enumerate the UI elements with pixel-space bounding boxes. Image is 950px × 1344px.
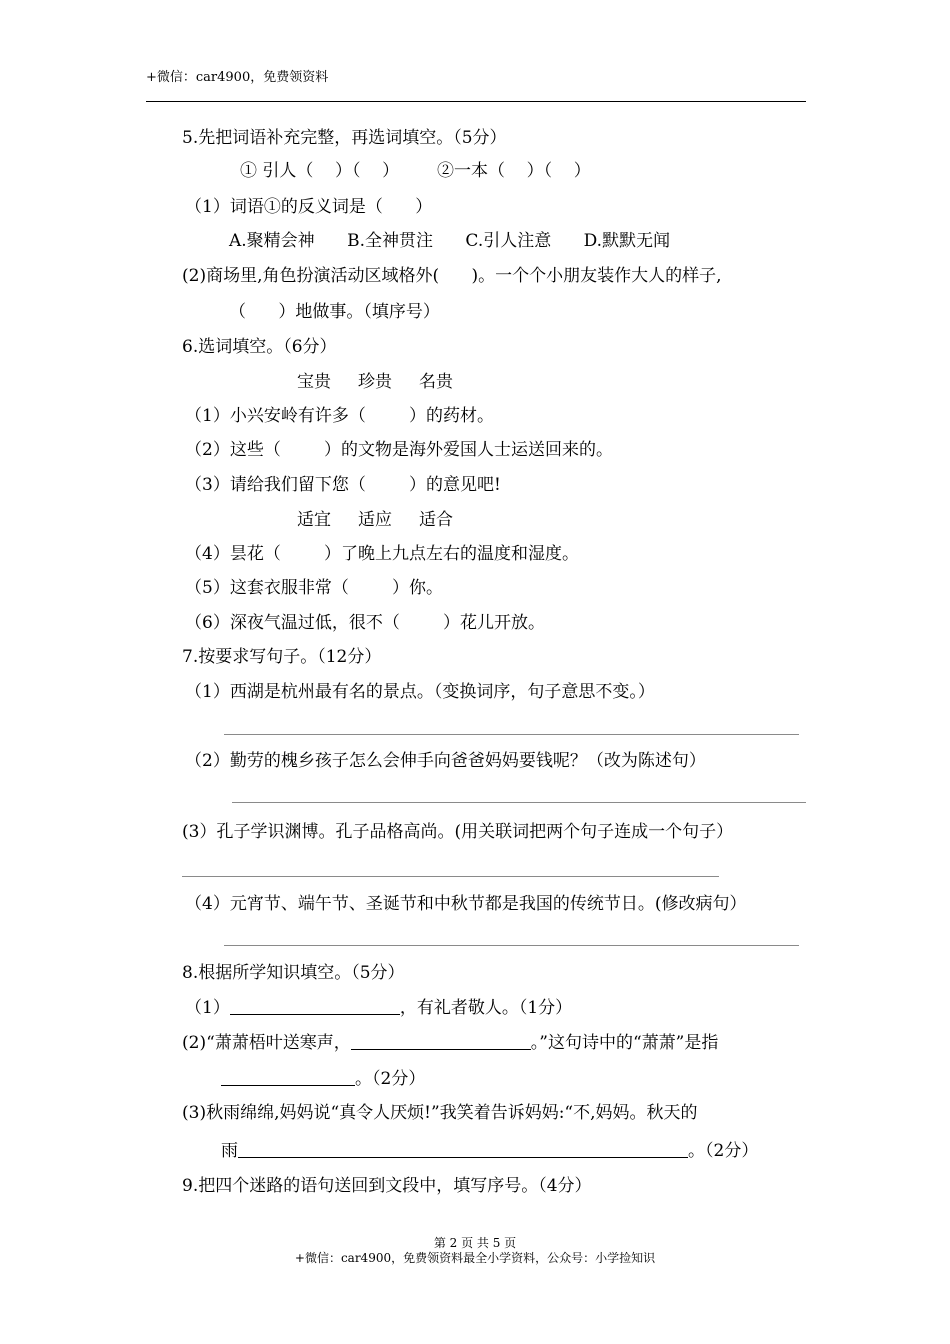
page-number: 第 2 页 共 5 页 (433, 1236, 517, 1250)
q8-sub1-prefix: （1） (185, 998, 230, 1018)
footer-contact: +微信：car4900，免费领资料最全小学资料，公众号：小学捡知识 (294, 1251, 656, 1265)
q6-sub1: （1）小兴安岭有许多（ ）的药材。 (185, 406, 495, 426)
page-header-text: +微信：car4900，免费领资料 (146, 70, 329, 85)
q7-answer-line-2[interactable] (232, 802, 806, 803)
q6-sub6: （6）深夜气温过低，很不（ ）花儿开放。 (185, 613, 546, 633)
q8-sub3-line2 (221, 1140, 758, 1162)
q6-sub3: （3）请给我们留下您（ ）的意见吧! (185, 475, 501, 495)
q8-sub3-suffix: 。（2分） (688, 1141, 759, 1161)
q6-title: 6.选词填空。（6分） (182, 337, 337, 357)
q8-sub2 (182, 1032, 718, 1054)
q8-sub2-blank-2[interactable] (221, 1069, 355, 1086)
q5-sub2-line1: (2)商场里,角色扮演活动区域格外( )。一个个小朋友装作大人的样子, (182, 266, 722, 286)
q8-title: 8.根据所学知识填空。（5分） (182, 963, 405, 983)
q8-sub3-line1: (3)秋雨绵绵,妈妈说“真令人厌烦!”我笑着告诉妈妈:“不,妈妈。秋天的 (182, 1103, 698, 1123)
q8-sub1-blank[interactable] (230, 998, 400, 1015)
q8-sub2-middle: 。”这句诗中的“萧萧”是指 (530, 1033, 719, 1053)
q5-sub1: （1）词语①的反义词是（ ） (185, 197, 433, 217)
q6-word-group-1: 宝贵 珍贵 名贵 (297, 372, 454, 392)
q9-title: 9.把四个迷路的语句送回到文段中，填写序号。（4分） (182, 1176, 592, 1196)
q8-sub2-blank-1[interactable] (351, 1033, 531, 1050)
q8-sub1 (185, 997, 572, 1019)
q7-answer-line-4[interactable] (224, 945, 799, 946)
q8-sub2-cont (221, 1068, 425, 1090)
q8-sub3-blank[interactable] (238, 1141, 688, 1158)
q6-word-group-2: 适宜 适应 适合 (297, 510, 454, 530)
q7-sub1: （1）西湖是杭州最有名的景点。（变换词序，句子意思不变。） (185, 682, 655, 702)
q5-sub2-line2: （ ）地做事。（填序号） (229, 302, 440, 322)
q8-sub2-suffix: 。（2分） (355, 1069, 426, 1089)
q7-answer-line-1[interactable] (224, 734, 799, 735)
q8-sub1-suffix: ，有礼者敬人。（1分） (399, 998, 573, 1018)
q7-title: 7.按要求写句子。（12分） (182, 647, 382, 667)
q5-title: 5.先把词语补充完整，再选词填空。（5分） (182, 128, 507, 148)
q5-options: A.聚精会神 B.全神贯注 C.引人注意 D.默默无闻 (229, 231, 671, 251)
header-rule (146, 101, 806, 102)
q6-sub4: （4）昙花（ ）了晚上九点左右的温度和湿度。 (185, 544, 580, 564)
q7-sub2: （2）勤劳的槐乡孩子怎么会伸手向爸爸妈妈要钱呢？（改为陈述句） (185, 751, 706, 771)
q7-answer-line-3[interactable] (182, 876, 719, 877)
q6-sub2: （2）这些（ ）的文物是海外爱国人士运送回来的。 (185, 440, 614, 460)
q8-sub2-prefix: (2)“萧萧梧叶送寒声， (182, 1033, 351, 1053)
q6-sub5: （5）这套衣服非常（ ）你。 (185, 578, 444, 598)
q7-sub3: (3）孔子学识渊博。孔子品格高尚。(用关联词把两个句子连成一个句子） (182, 822, 734, 842)
q7-sub4: （4）元宵节、端午节、圣诞节和中秋节都是我国的传统节日。(修改病句） (185, 894, 747, 914)
q5-words: ① 引人（ ）（ ） ②一本（ ）（ ） (240, 161, 591, 181)
q8-sub3-rain: 雨 (221, 1141, 238, 1161)
